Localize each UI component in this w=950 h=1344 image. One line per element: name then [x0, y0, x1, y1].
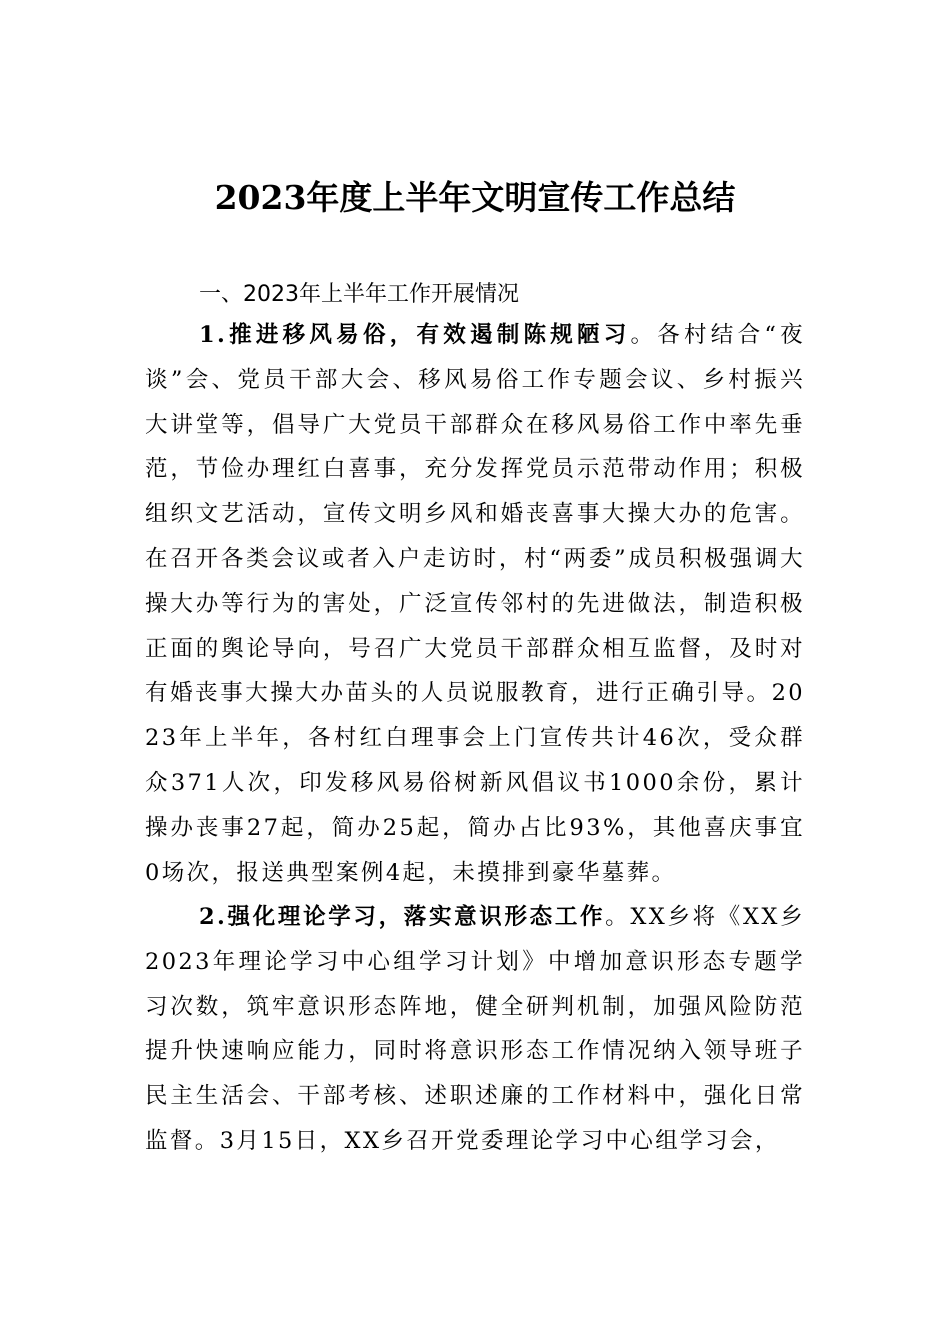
- paragraph-2-lead: 2.强化理论学习，落实意识形态工作: [199, 904, 606, 930]
- document-title: 2023年度上半年文明宣传工作总结: [214, 178, 736, 217]
- section-heading: 一、2023年上半年工作开展情况: [199, 282, 519, 307]
- paragraph-1-body: 。各村结合“夜谈”会、党员干部大会、移风易俗工作专题会议、乡村振兴大讲堂等，倡导广大党员干部群众在移风易俗工作中率先垂范，节俭办理红白喜事，充分发挥党员示范带动作用；积极组织文艺活动，宣传文明乡风和婚丧喜事大操大办的危害。在召开各类会议或者入户走访时，村“两委”成员积极强调大操大办等行为的害处，广泛宣传邻村的先进做法，制造积极正面的舆论导向，号召广大党员干部群众相互监督，及时对有婚丧事大操大办苗头的人员说服教育，进行正确引导。2023年上半年，各村红白理事会上门宣传共计46次，受众群众371人次，印发移风易俗树新风倡议书1000余份，累计操办丧事27起，简办25起，简办占比93%，其他喜庆事宜0场次，报送典型案例4起，未摸排到豪华墓葬。: [145, 322, 805, 886]
- paragraph-1-lead: 1.推进移风易俗，有效遏制陈规陋习: [199, 322, 631, 348]
- paragraph-1: [145, 313, 805, 895]
- paragraph-2: [145, 895, 805, 1164]
- paragraph-2-body: 。XX乡将《XX乡2023年理论学习中心组学习计划》中增加意识形态专题学习次数，筑牢意识形态阵地，健全研判机制，加强风险防范提升快速响应能力，同时将意识形态工作情况纳入领导班子民主生活会、干部考核、述职述廉的工作材料中，强化日常监督。3月15日，XX乡召开党委理论学习中心组学习会，: [145, 904, 805, 1154]
